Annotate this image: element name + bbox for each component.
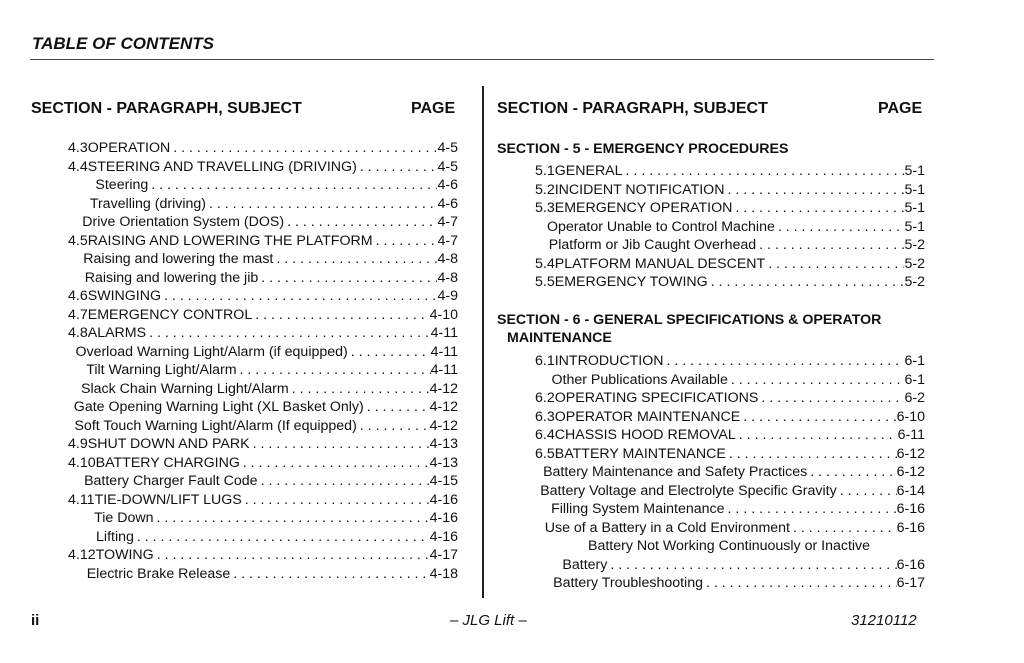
toc-entry[interactable] <box>68 454 458 473</box>
dot-leader <box>807 463 896 482</box>
toc-entry[interactable] <box>68 546 458 565</box>
toc-entry[interactable] <box>535 273 925 292</box>
toc-entry[interactable] <box>68 176 458 195</box>
toc-entry[interactable] <box>68 195 458 214</box>
toc-entry-page: 4-8 <box>437 269 458 286</box>
dot-leader <box>357 417 430 436</box>
toc-entry-title: Overload Warning Light/Alarm (if equipped) <box>75 343 348 360</box>
toc-entry[interactable] <box>68 509 458 528</box>
toc-entry-page: 6-16 <box>896 556 925 573</box>
toc-entry-title: STEERING AND TRAVELLING (DRIVING) <box>87 158 357 175</box>
toc-entry-page: 5-1 <box>904 163 925 179</box>
toc-entry-title: INTRODUCTION <box>554 353 664 369</box>
toc-entry[interactable] <box>535 445 925 464</box>
toc-entry[interactable] <box>68 287 458 306</box>
toc-entry-title: Battery Charger Fault Code <box>84 473 258 489</box>
toc-entry-title: Use of a Battery in a Cold Environment <box>544 519 790 536</box>
dot-leader <box>230 565 429 584</box>
toc-entry[interactable] <box>535 500 925 519</box>
toc-entry-title: GENERAL <box>554 163 623 179</box>
toc-entry-page: 5-2 <box>904 274 925 290</box>
toc-entry[interactable] <box>535 236 925 255</box>
dot-leader <box>765 255 904 274</box>
toc-entry-title: RAISING AND LOWERING THE PLATFORM <box>87 232 373 249</box>
toc-entry-number: 4.5 <box>68 232 88 249</box>
header-rule <box>30 59 934 60</box>
toc-entry-title: EMERGENCY CONTROL <box>87 306 253 323</box>
dot-leader <box>242 491 430 510</box>
toc-entry-title: Drive Orientation System (DOS) <box>82 214 285 230</box>
toc-entry[interactable] <box>535 255 925 274</box>
toc-entry[interactable] <box>68 343 458 362</box>
toc-entry-number: 4.3 <box>68 140 88 156</box>
toc-entry-number: 4.12 <box>68 547 96 563</box>
dot-leader <box>703 574 897 593</box>
column-divider <box>482 86 484 598</box>
dot-leader <box>146 324 431 343</box>
toc-entry-page: 6-17 <box>896 575 925 591</box>
toc-entry-page: 6-16 <box>896 501 925 517</box>
dot-leader <box>837 482 897 501</box>
toc-entry-page: 4-16 <box>429 491 458 508</box>
dot-leader <box>206 195 438 214</box>
toc-entry-page: 4-12 <box>429 399 458 415</box>
dot-leader <box>724 181 904 200</box>
toc-entry[interactable] <box>68 139 458 158</box>
dot-leader <box>148 176 437 195</box>
toc-entry-page: 4-7 <box>437 232 458 249</box>
dot-leader <box>664 352 905 371</box>
toc-entry[interactable] <box>68 158 458 177</box>
dot-leader <box>790 519 897 538</box>
toc-entry[interactable] <box>68 361 458 380</box>
toc-entry[interactable] <box>68 324 458 343</box>
dot-leader <box>258 269 437 288</box>
toc-entry-title: Soft Touch Warning Light/Alarm (If equipped) <box>74 417 357 434</box>
toc-entry[interactable] <box>535 199 925 218</box>
toc-entry-number: 4.8 <box>68 325 88 341</box>
toc-entry[interactable] <box>68 491 458 510</box>
toc-entry-title: BATTERY MAINTENANCE <box>554 445 726 462</box>
toc-entry-page: 6-14 <box>896 482 925 499</box>
dot-leader <box>758 389 904 408</box>
toc-entry-page: 6-12 <box>896 445 925 462</box>
toc-entry-page: 5-1 <box>904 200 925 216</box>
toc-entry-title: Battery Troubleshooting <box>553 575 703 591</box>
toc-entry-number: 4.11 <box>68 491 95 508</box>
dot-leader <box>708 273 905 292</box>
toc-entry-number: 5.2 <box>535 181 555 198</box>
toc-entry-number: 5.4 <box>535 255 555 272</box>
toc-entry-title: TIE-DOWN/LIFT LUGS <box>94 491 242 508</box>
dot-leader <box>258 472 430 491</box>
toc-entry-page: 6-12 <box>896 464 925 480</box>
toc-entry[interactable] <box>535 352 925 371</box>
toc-entry[interactable] <box>68 269 458 288</box>
toc-entry-page: 5-2 <box>904 255 925 272</box>
toc-entry[interactable] <box>68 213 458 232</box>
dot-leader <box>154 546 430 565</box>
toc-entry-title: OPERATING SPECIFICATIONS <box>554 390 759 406</box>
section-6-title-line1: SECTION - 6 - GENERAL SPECIFICATIONS & OPERATOR <box>497 312 882 328</box>
toc-entry-page: 4-10 <box>429 306 458 323</box>
toc-entry-title: Tie Down <box>94 510 154 526</box>
toc-entry[interactable] <box>535 389 925 408</box>
dot-leader <box>357 158 438 177</box>
toc-entry-page: 6-2 <box>904 390 925 406</box>
toc-entry-title: Platform or Jib Caught Overhead <box>548 237 757 253</box>
toc-entry-title: Battery Maintenance and Safety Practices <box>543 464 808 480</box>
dot-leader <box>237 361 431 380</box>
toc-entry-page: 4-5 <box>437 140 458 156</box>
toc-entry-page: 5-1 <box>904 181 925 198</box>
dot-leader <box>726 445 897 464</box>
toc-entry-title: Battery <box>562 556 608 573</box>
toc-entry[interactable] <box>535 181 925 200</box>
toc-entry-title: Battery Voltage and Electrolyte Specific Gravity <box>540 482 837 499</box>
toc-entry-page: 4-8 <box>437 251 458 267</box>
toc-entry[interactable] <box>535 218 925 237</box>
dot-leader <box>607 556 896 575</box>
toc-entry-number: 6.2 <box>535 390 555 406</box>
toc-entry-page: 6-11 <box>897 427 925 443</box>
dot-leader <box>364 398 430 417</box>
dot-leader <box>250 435 430 454</box>
footer-publisher: – JLG Lift – <box>450 612 527 629</box>
toc-entry-title: Raising and lowering the jib <box>84 269 259 286</box>
toc-entry-title: ALARMS <box>87 325 147 341</box>
toc-entry-title: Battery Not Working Continuously or Inactive <box>588 538 871 554</box>
toc-entry-title: OPERATION <box>87 140 171 156</box>
toc-entry[interactable] <box>68 528 458 547</box>
toc-entry-page: 4-13 <box>429 454 458 471</box>
toc-entry-number: 4.10 <box>68 454 96 471</box>
dot-leader <box>284 213 437 232</box>
toc-entry[interactable] <box>535 463 925 482</box>
toc-entry[interactable] <box>535 556 925 575</box>
toc-entry-number: 4.7 <box>68 306 88 323</box>
toc-entry-number: 6.4 <box>535 427 555 443</box>
toc-entry-page: 4-16 <box>429 528 458 545</box>
dot-leader <box>273 250 437 269</box>
toc-entry[interactable] <box>68 380 458 399</box>
toc-entry-number: 5.1 <box>535 163 555 179</box>
toc-entry[interactable] <box>535 482 925 501</box>
toc-entry[interactable] <box>68 232 458 251</box>
toc-entry[interactable] <box>535 426 925 445</box>
dot-leader <box>154 509 430 528</box>
toc-entry[interactable] <box>535 519 925 538</box>
toc-entry[interactable] <box>535 537 925 556</box>
toc-entry-title: INCIDENT NOTIFICATION <box>554 181 725 198</box>
toc-entry-page: 4-11 <box>430 325 458 341</box>
right-column-heading: SECTION - PARAGRAPH, SUBJECT <box>497 100 768 117</box>
toc-entry-title: OPERATOR MAINTENANCE <box>554 408 741 425</box>
page-title: TABLE OF CONTENTS <box>32 34 214 53</box>
toc-entry-number: 4.4 <box>68 158 88 175</box>
toc-entry-number: 6.5 <box>535 445 555 462</box>
dot-leader <box>736 426 898 445</box>
section-6-title-line2: MAINTENANCE <box>507 330 612 346</box>
toc-entry-page: 6-1 <box>904 353 925 369</box>
toc-entry-title: Gate Opening Warning Light (XL Basket Only) <box>73 399 364 415</box>
dot-leader <box>623 162 905 181</box>
dot-leader <box>756 236 904 255</box>
dot-leader <box>373 232 438 251</box>
toc-entry-title: SHUT DOWN AND PARK <box>87 436 250 452</box>
dot-leader <box>725 500 897 519</box>
toc-entry-number: 4.6 <box>68 288 88 304</box>
toc-entry[interactable] <box>68 250 458 269</box>
toc-entry-number: 6.1 <box>535 353 555 369</box>
toc-entry-page: 5-1 <box>904 218 925 235</box>
dot-leader <box>170 139 437 158</box>
toc-entry-title: Tilt Warning Light/Alarm <box>86 362 237 378</box>
toc-entry-page: 4-7 <box>437 214 458 230</box>
toc-entry[interactable] <box>68 398 458 417</box>
toc-entry-title: SWINGING <box>87 288 162 304</box>
dot-leader <box>348 343 431 362</box>
toc-entry-page: 4-9 <box>437 288 458 304</box>
left-toc-list <box>68 139 458 583</box>
toc-entry-title: BATTERY CHARGING <box>95 454 240 471</box>
section-5-list <box>535 162 925 292</box>
toc-entry[interactable] <box>68 472 458 491</box>
toc-entry-page: 5-2 <box>904 237 925 253</box>
toc-entry-number: 4.9 <box>68 436 88 452</box>
footer-page-number: ii <box>31 612 40 629</box>
toc-entry-page: 4-6 <box>437 195 458 212</box>
toc-entry-page: 4-17 <box>429 547 458 563</box>
toc-entry[interactable] <box>68 417 458 436</box>
dot-leader <box>134 528 430 547</box>
toc-entry[interactable] <box>68 435 458 454</box>
toc-entry-page: 6-1 <box>904 371 925 388</box>
toc-entry-page: 4-5 <box>437 158 458 175</box>
toc-entry-page: 4-16 <box>429 510 458 526</box>
toc-entry-page: 4-6 <box>437 177 458 193</box>
toc-entry-page: 4-13 <box>429 436 458 452</box>
toc-entry-title: Filling System Maintenance <box>551 501 725 517</box>
toc-entry[interactable] <box>535 574 925 593</box>
left-page-heading: PAGE <box>411 100 456 117</box>
toc-entry-title: Steering <box>95 177 149 193</box>
toc-entry-title: Raising and lowering the mast <box>83 251 274 267</box>
toc-entry-page: 4-12 <box>429 380 458 397</box>
left-column-heading: SECTION - PARAGRAPH, SUBJECT <box>31 100 302 117</box>
toc-entry-number: 5.5 <box>535 274 555 290</box>
toc-entry[interactable] <box>68 306 458 325</box>
toc-entry-page: 6-10 <box>896 408 925 425</box>
dot-leader <box>289 380 430 399</box>
toc-entry-page: 4-11 <box>430 362 458 378</box>
right-page-heading: PAGE <box>878 100 923 117</box>
toc-entry-title: TOWING <box>95 547 154 563</box>
dot-leader <box>740 408 896 427</box>
toc-entry-page: 4-11 <box>430 343 458 360</box>
toc-entry-number: 5.3 <box>535 200 555 216</box>
toc-entry-title: EMERGENCY TOWING <box>554 274 708 290</box>
section-5-title: SECTION - 5 - EMERGENCY PROCEDURES <box>497 141 789 157</box>
toc-entry-page: 4-18 <box>429 565 458 582</box>
toc-entry[interactable] <box>68 565 458 584</box>
footer-doc-number: 31210112 <box>851 612 917 629</box>
toc-entry-title: PLATFORM MANUAL DESCENT <box>554 255 766 272</box>
dot-leader <box>240 454 430 473</box>
toc-entry-title: CHASSIS HOOD REMOVAL <box>554 427 736 443</box>
dot-leader <box>252 306 429 325</box>
toc-entry-page: 4-12 <box>429 417 458 434</box>
toc-entry[interactable] <box>535 162 925 181</box>
toc-entry-title: Other Publications Available <box>551 371 728 388</box>
dot-leader <box>161 287 437 306</box>
toc-entry-title: Slack Chain Warning Light/Alarm <box>81 380 289 397</box>
toc-entry-title: EMERGENCY OPERATION <box>554 200 733 216</box>
toc-entry-title: Electric Brake Release <box>86 565 231 582</box>
toc-entry-page: 4-15 <box>429 473 458 489</box>
dot-leader <box>732 199 904 218</box>
toc-entry-number: 6.3 <box>535 408 555 425</box>
toc-entry-title: Lifting <box>96 528 134 545</box>
toc-entry-page: 6-16 <box>896 519 925 536</box>
section-6-list <box>535 352 925 593</box>
toc-entry[interactable] <box>535 408 925 427</box>
toc-entry[interactable] <box>535 371 925 390</box>
toc-entry-title: Operator Unable to Control Machine <box>546 218 775 235</box>
dot-leader <box>775 218 905 237</box>
dot-leader <box>728 371 905 390</box>
toc-entry-title: Travelling (driving) <box>89 195 206 212</box>
